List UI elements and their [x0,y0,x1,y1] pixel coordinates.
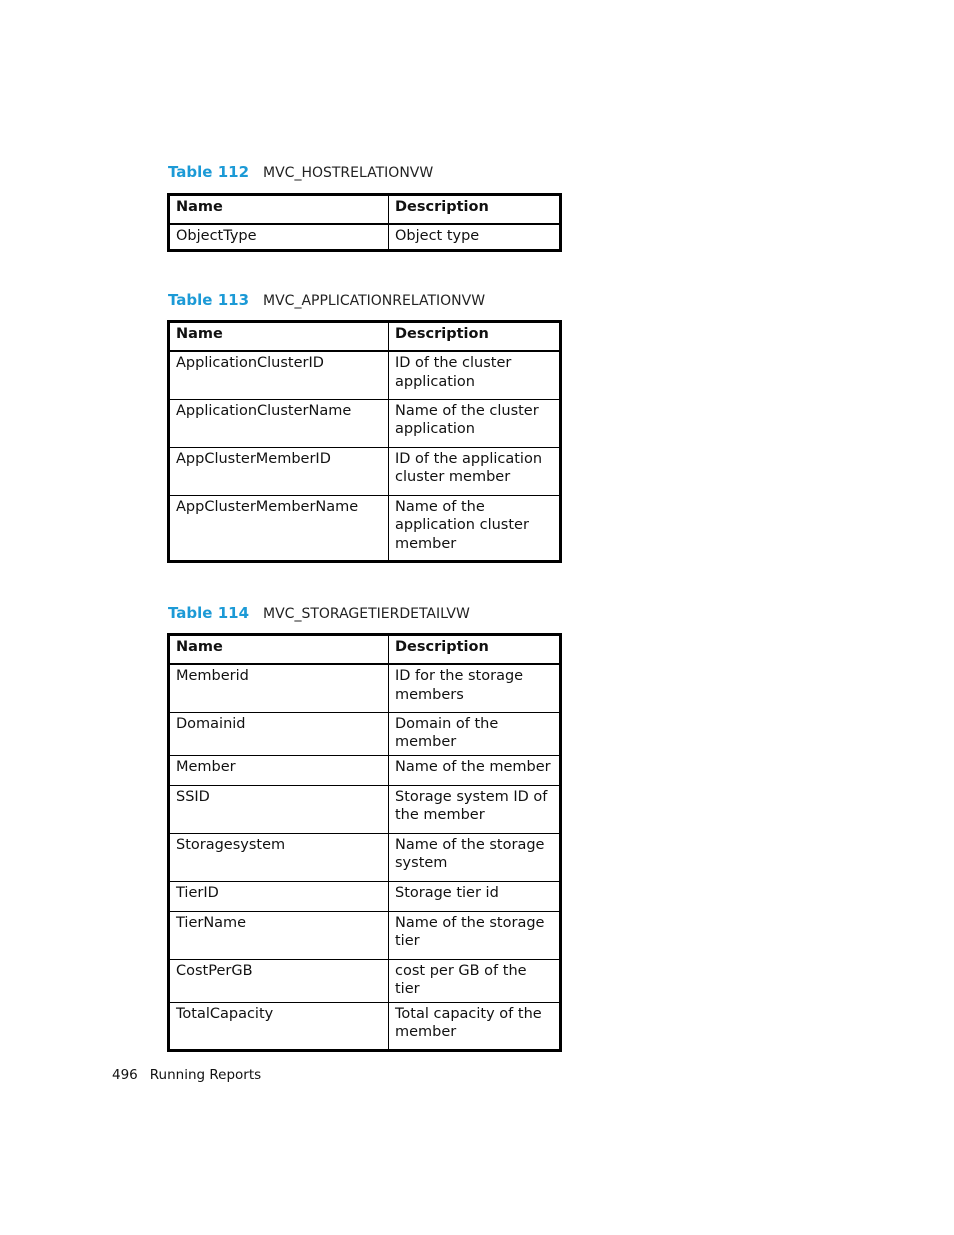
table-row [169,224,561,250]
cell-name: CostPerGB [169,959,389,1002]
table-row [169,833,561,881]
table-number: Table 113 [168,291,250,309]
section-title: Running Reports [149,1067,262,1083]
cell-name: AppClusterMemberID [169,447,389,495]
cell-description: Name of the application cluster member [389,495,561,561]
cell-description: Name of the storage tier [389,911,561,959]
table-row [169,712,561,755]
table-title: MVC_HOSTRELATIONVW [263,165,434,181]
cell-name: ObjectType [169,224,389,250]
column-header-description: Description [389,635,561,665]
cell-description: Storage tier id [389,881,561,911]
cell-description: Domain of the member [389,712,561,755]
column-header-description: Description [389,322,561,352]
table-header-row [169,635,561,665]
table-row [169,664,561,712]
cell-name: AppClusterMemberName [169,495,389,561]
table-112-caption [168,163,433,182]
column-header-description: Description [389,195,561,225]
cell-name: Storagesystem [169,833,389,881]
cell-name: ApplicationClusterID [169,351,389,399]
table-row [169,1002,561,1050]
cell-description: Name of the storage system [389,833,561,881]
table-title: MVC_APPLICATIONRELATIONVW [263,293,486,309]
table-row [169,399,561,447]
cell-description: Name of the cluster application [389,399,561,447]
table-row [169,351,561,399]
table-row [169,959,561,1002]
table-header-row [169,322,561,352]
table-row [169,881,561,911]
table-number: Table 112 [168,163,250,181]
column-header-name: Name [169,195,389,225]
table-112 [167,193,562,252]
cell-name: TierID [169,881,389,911]
table-114 [167,633,562,1052]
cell-description: Total capacity of the member [389,1002,561,1050]
table-113 [167,320,562,563]
table-header-row [169,195,561,225]
cell-name: TierName [169,911,389,959]
cell-description: ID of the cluster application [389,351,561,399]
cell-description: ID of the application cluster member [389,447,561,495]
cell-name: Member [169,755,389,785]
cell-name: TotalCapacity [169,1002,389,1050]
cell-name: ApplicationClusterName [169,399,389,447]
cell-description: ID for the storage members [389,664,561,712]
cell-description: Storage system ID of the member [389,785,561,833]
cell-description: Name of the member [389,755,561,785]
table-114-caption [168,604,470,623]
cell-description: Object type [389,224,561,250]
table-number: Table 114 [168,604,250,622]
table-row [169,495,561,561]
table-row [169,755,561,785]
table-row [169,911,561,959]
table-row [169,447,561,495]
cell-name: SSID [169,785,389,833]
table-row [169,785,561,833]
cell-description: cost per GB of the tier [389,959,561,1002]
cell-name: Memberid [169,664,389,712]
column-header-name: Name [169,635,389,665]
table-113-caption [168,291,485,310]
column-header-name: Name [169,322,389,352]
page-footer [112,1067,261,1083]
page-number: 496 [112,1067,138,1083]
table-title: MVC_STORAGETIERDETAILVW [263,606,470,622]
cell-name: Domainid [169,712,389,755]
